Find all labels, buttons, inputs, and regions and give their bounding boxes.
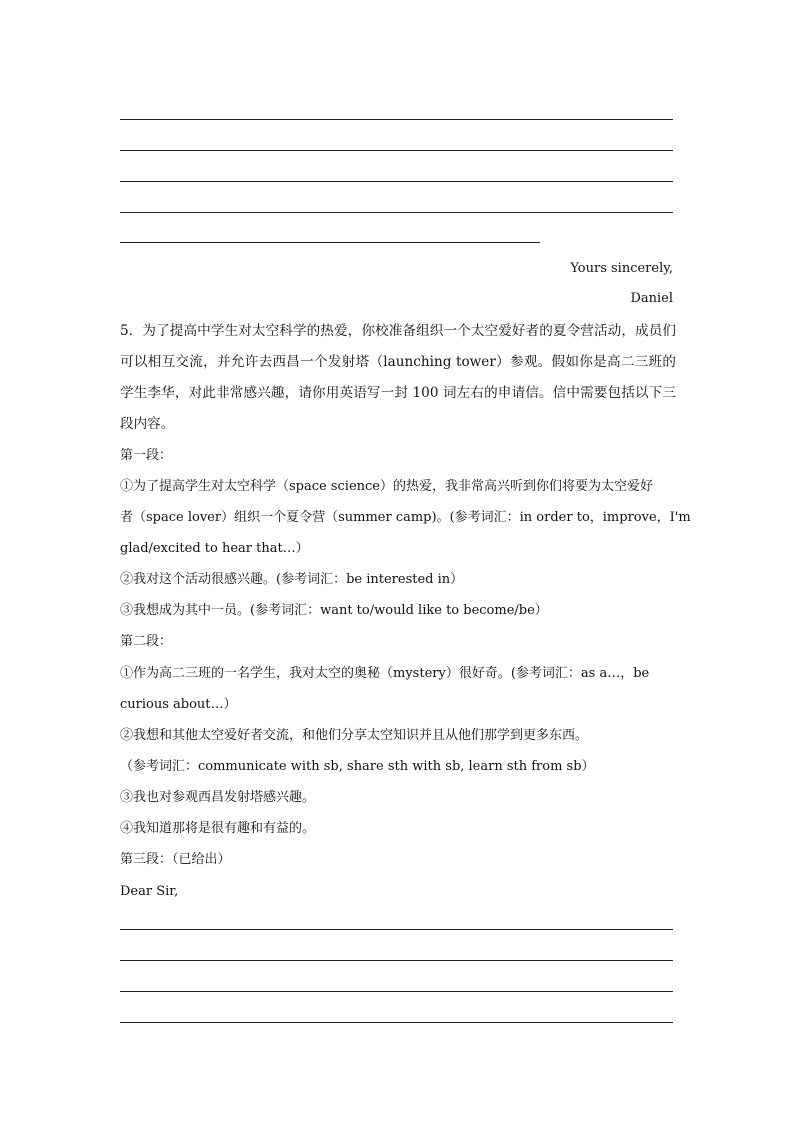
answer-line (120, 960, 673, 961)
answer-line (120, 150, 673, 151)
closing-sincerely: Yours sincerely, (570, 261, 673, 276)
p2-item-1-line-a: ①作为高二三班的一名学生，我对太空的奥秘（mystery）很好奇。(参考词汇：as a…，be (120, 666, 650, 681)
p2-item-2-vocab: （参考词汇：communicate with sb, share sth with sb, learn sth from sb） (120, 759, 595, 774)
answer-line (120, 991, 673, 992)
answer-line (120, 119, 673, 120)
letter-greeting: Dear Sir, (120, 884, 179, 899)
question-prompt: 5．为了提高中学生对太空科学的热爱，你校准备组织一个太空爱好者的夏令营活动，成员们可以相互交流，并允许去西昌一个发射塔（launching tower）参观。假如你是高二三班的学生李华，对此非常感兴趣，请你用英语写一封 100 词左右的申请信。信中需要包括以下三段内容。 (120, 323, 676, 432)
p1-item-1-line-a: ①为了提高学生对太空科学（space science）的热爱，我非常高兴听到你们将要为太空爱好 (120, 479, 654, 494)
p2-item-1-line-b: curious about…） (120, 697, 237, 712)
p1-item-2: ②我对这个活动很感兴趣。(参考词汇：be interested in） (120, 572, 464, 587)
p2-item-2: ②我想和其他太空爱好者交流，和他们分享太空知识并且从他们那学到更多东西。 (120, 728, 589, 743)
answer-line (120, 212, 673, 213)
answer-line-short (120, 242, 540, 243)
p2-item-4: ④我知道那将是很有趣和有益的。 (120, 821, 316, 836)
closing-name: Daniel (630, 291, 673, 306)
answer-line (120, 181, 673, 182)
paragraph-2-heading: 第二段： (120, 634, 173, 649)
p2-item-3: ③我也对参观西昌发射塔感兴趣。 (120, 790, 316, 805)
answer-line (120, 929, 673, 930)
p1-item-1-line-c: glad/excited to hear that…） (120, 541, 309, 556)
p1-item-3: ③我想成为其中一员。(参考词汇：want to/would like to become/be） (120, 603, 548, 618)
paragraph-1-heading: 第一段： (120, 448, 173, 463)
p1-item-1-line-b: 者（space lover）组织一个夏令营（summer camp)。(参考词汇：in order to，improve，I'm (120, 510, 691, 525)
answer-line (120, 1022, 673, 1023)
paragraph-3-heading: 第三段：（已给出） (120, 852, 231, 867)
